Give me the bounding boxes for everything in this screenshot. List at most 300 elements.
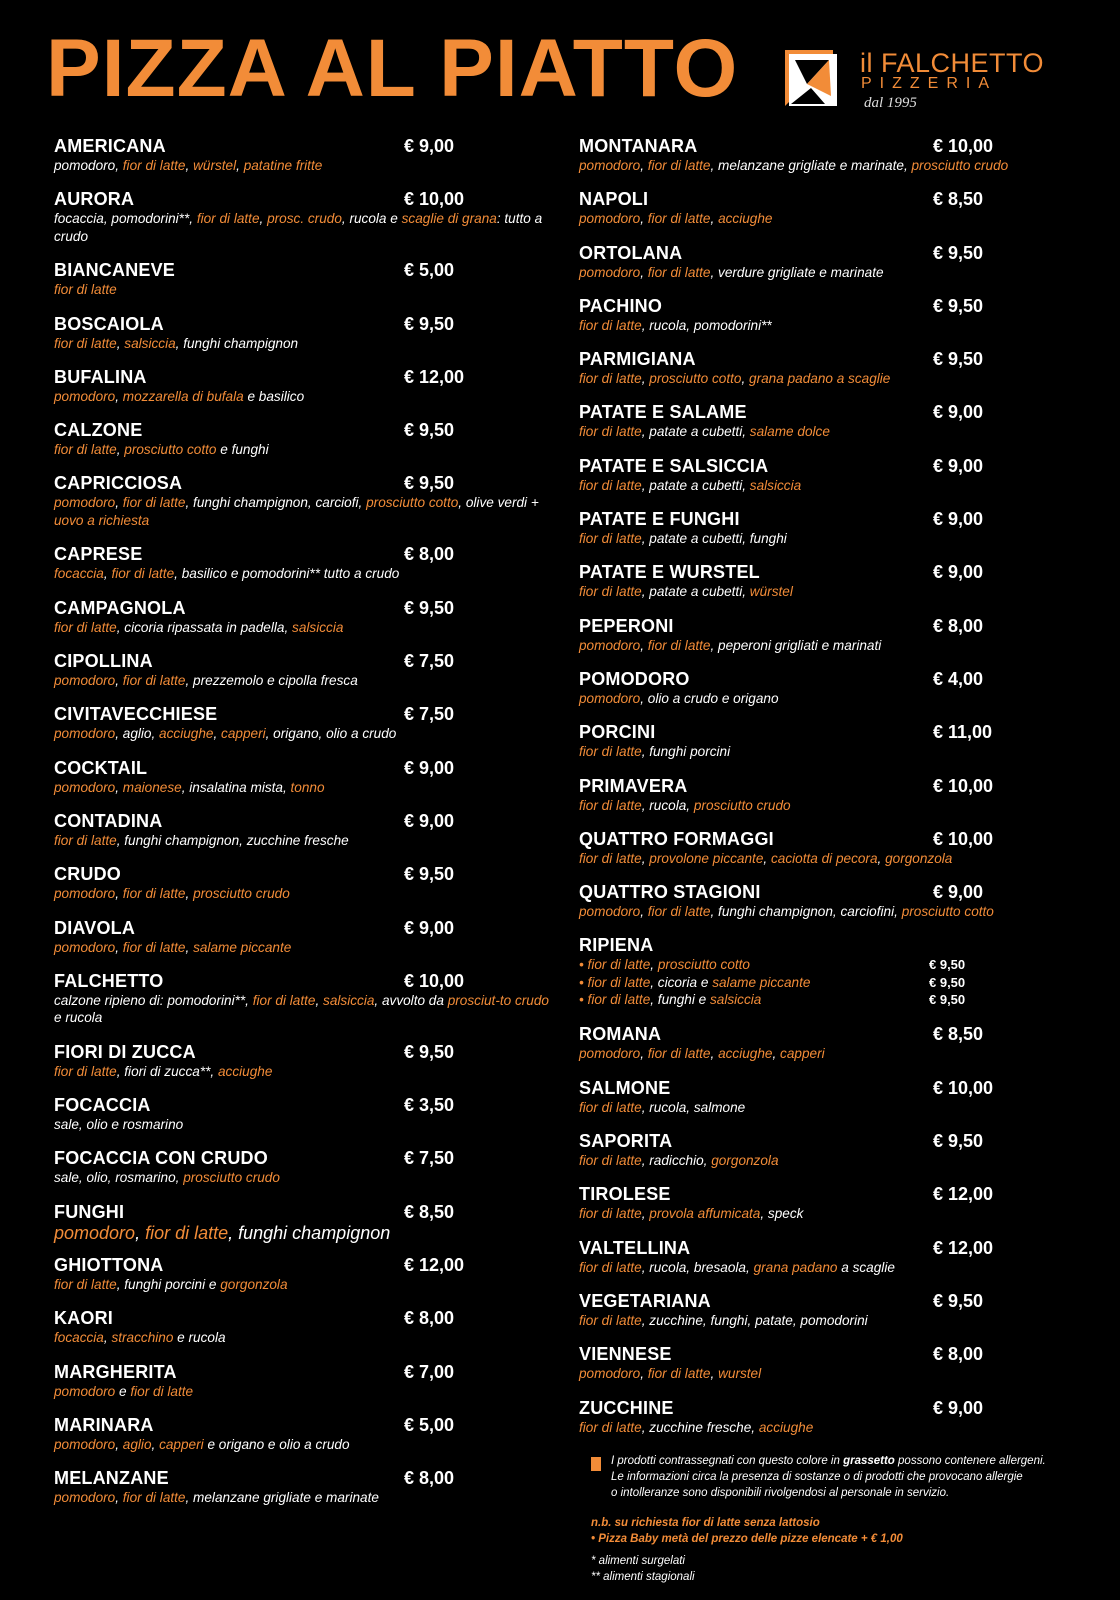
notes: [579, 1453, 1099, 1585]
pizza-ingredients: [579, 1365, 1079, 1383]
ingredient-text: ,: [315, 992, 324, 1008]
menu-item: [54, 1468, 554, 1521]
pizza-name: DIAVOLA: [54, 917, 136, 938]
allergen-ingredient: grana padano a scaglie: [749, 371, 891, 387]
menu-item: [54, 136, 554, 189]
allergen-ingredient: prosciutto crudo: [911, 158, 1009, 173]
pizza-name: MARGHERITA: [54, 1361, 177, 1382]
pizza-name: ZUCCHINE: [579, 1397, 674, 1418]
allergen-ingredient: fior di latte: [647, 264, 711, 280]
menu-item: [579, 1131, 1079, 1184]
menu-item: [579, 829, 1079, 882]
ingredient-text: ,: [710, 1046, 719, 1062]
allergen-ingredient: fior di latte: [647, 637, 711, 653]
allergen-ingredient: focaccia: [54, 1330, 104, 1346]
pizza-ingredients: [54, 939, 554, 957]
ingredient-text: ,: [115, 495, 123, 511]
ingredient-text: , rucola, bresaola,: [641, 1259, 754, 1275]
menu-item: [579, 935, 1079, 1024]
pizza-name: SALMONE: [579, 1077, 671, 1098]
menu-item: [579, 882, 1079, 935]
menu-item: [579, 669, 1079, 722]
pizza-price: € 9,00: [404, 917, 455, 938]
allergen-ingredient: pomodoro: [579, 690, 641, 706]
pizza-ingredients: [54, 1329, 554, 1347]
ingredient-text: , cicoria e: [650, 974, 713, 990]
allergen-ingredient: pomodoro: [579, 904, 641, 920]
pizza-ingredients: [579, 423, 1079, 441]
allergen-ingredient: fior di latte: [579, 797, 642, 813]
pizza-ingredients: [54, 1489, 554, 1507]
ingredient-text: ,: [641, 1206, 650, 1222]
pizza-price: € 8,00: [404, 1468, 455, 1489]
pizza-name: PATATE E SALSICCIA: [579, 455, 769, 476]
ingredient-text: e origano e olio a crudo: [203, 1436, 350, 1452]
ingredient-text: ,: [115, 886, 123, 902]
ingredient-text: , peperoni grigliati e marinati: [710, 637, 882, 653]
menu-item: [579, 1024, 1079, 1077]
allergen-ingredient: pomodoro: [54, 1436, 116, 1452]
pizza-name: BUFALINA: [54, 366, 147, 387]
pizza-ingredients: [54, 335, 554, 353]
ingredient-text: , origano, olio a crudo: [265, 726, 397, 742]
ingredient-text: , fiori di zucca**,: [116, 1063, 218, 1079]
allergen-ingredient: stracchino: [111, 1330, 174, 1346]
pizza-name: FIORI DI ZUCCA: [54, 1041, 196, 1062]
allergen-ingredient: prosciutto cotto: [124, 442, 217, 458]
allergen-ingredient: prosciutto crudo: [193, 886, 290, 902]
ingredient-text: , prezzemolo e cipolla fresca: [185, 673, 358, 689]
allergen-ingredient: fior di latte: [647, 904, 711, 920]
allergen-ingredient: gorgonzola: [220, 1277, 288, 1293]
allergen-ingredient: acciughe: [718, 1046, 773, 1062]
ingredient-text: , patate a cubetti,: [641, 584, 750, 600]
allergen-ingredient: mozzarella di bufala: [122, 388, 244, 404]
legend-frozen: * alimenti surgelati: [591, 1555, 685, 1567]
pizza-name: BOSCAIOLA: [54, 313, 164, 334]
ingredient-text: , funghi champignon, zucchine fresche: [116, 832, 349, 848]
pizza-price: € 9,50: [933, 349, 984, 370]
pizza-price: € 9,50: [933, 242, 984, 263]
pizza-ingredients: [579, 370, 1079, 388]
allergen-ingredient: pomodoro: [579, 1046, 641, 1062]
allergen-ingredient: fior di latte: [579, 477, 642, 493]
legend: [579, 1553, 1099, 1585]
ingredient-text: , melanzane grigliate e marinate,: [710, 158, 912, 173]
allergen-ingredient: salsiccia: [323, 992, 375, 1008]
menu-item: [54, 918, 554, 971]
ingredient-text: ,: [640, 1046, 648, 1062]
ingredient-text: ,: [710, 1366, 719, 1382]
ingredient-text: , rucola e: [341, 211, 402, 227]
pizza-price: € 9,50: [404, 597, 455, 618]
ingredient-text: , olive verdi +: [458, 495, 539, 511]
pizza-ingredients: [579, 477, 1079, 495]
pizza-ingredients: [54, 1063, 554, 1081]
allergen-ingredient: prosciutto cotto: [366, 495, 459, 511]
pizza-ingredients: [54, 1276, 554, 1294]
pizza-name: AMERICANA: [54, 136, 166, 156]
pizza-price: € 10,00: [933, 1077, 994, 1098]
ingredient-text: ,: [877, 850, 886, 866]
pizza-name: CIPOLLINA: [54, 651, 153, 672]
ingredient-text: , patate a cubetti,: [641, 424, 750, 440]
allergen-ingredient: provolone piccante: [649, 850, 764, 866]
allergen-ingredient: pomodoro: [54, 1490, 116, 1506]
ingredient-text: , zucchine, funghi, patate, pomodorini: [641, 1312, 868, 1328]
pizza-ingredients: [54, 565, 554, 583]
allergen-ingredient: fior di latte: [54, 282, 117, 298]
allergen-ingredient: pomodoro: [579, 211, 641, 227]
ingredient-text: , olio a crudo e origano: [640, 690, 779, 706]
ingredient-text: , aglio,: [115, 726, 160, 742]
ingredient-text: e rucola: [54, 1010, 103, 1026]
ingredient-text: : tutto a crudo: [54, 211, 543, 244]
pizza-ingredients: [579, 1419, 1079, 1437]
allergen-ingredient: pomodoro: [54, 726, 116, 742]
ingredient-text: ,: [135, 1222, 146, 1243]
variant-price: € 9,50: [929, 992, 966, 1008]
ingredient-text: ,: [116, 335, 125, 351]
pizza-name: KAORI: [54, 1308, 113, 1329]
allergen-ingredient: pomodoro: [54, 388, 116, 404]
pizza-ingredients: [54, 885, 554, 903]
menu-item: [579, 1184, 1079, 1237]
menu-item: [579, 136, 1079, 189]
menu-item: [579, 349, 1079, 402]
allergen-ingredient: scaglie di grana: [401, 211, 497, 227]
allergen-ingredient: fior di latte: [579, 850, 642, 866]
menu-item: [579, 562, 1079, 615]
menu-item: [579, 1344, 1079, 1397]
allergen-ingredient: prosciutto cotto: [649, 371, 742, 387]
pizza-price: € 8,00: [404, 1308, 455, 1329]
pizza-price: € 10,00: [933, 775, 994, 796]
ingredient-text: , funghi champignon, carciofini,: [710, 904, 902, 920]
allergen-ingredient: maionese: [122, 779, 182, 795]
pizza-ingredients: [54, 992, 554, 1027]
ingredient-text: , verdure grigliate e marinate: [710, 264, 884, 280]
pizza-variant: [579, 956, 1079, 974]
allergen-ingredient: fior di latte: [54, 619, 117, 635]
pizza-name: CAPRICCIOSA: [54, 473, 183, 494]
menu-item: [54, 1308, 554, 1361]
ingredient-text: sale, olio e rosmarino: [54, 1117, 184, 1133]
allergen-ingredient: pomodoro: [54, 1383, 116, 1399]
pizza-ingredients: [579, 743, 1079, 761]
menu-item: [579, 402, 1079, 455]
pizza-name: NAPOLI: [579, 189, 649, 210]
ingredient-text: ,: [115, 388, 123, 404]
pizza-name: FUNGHI: [54, 1201, 125, 1222]
ingredient-text: , insalatina mista,: [181, 779, 291, 795]
allergen-ingredient: salsiccia: [709, 992, 762, 1008]
ingredient-text: ,: [641, 850, 650, 866]
pizza-price: € 11,00: [933, 722, 993, 743]
menu-item: [54, 260, 554, 313]
pizza-ingredients: [54, 1436, 554, 1454]
menu-item: [579, 509, 1079, 562]
allergen-ingredient: acciughe: [159, 726, 214, 742]
allergen-ingredient: fior di latte: [54, 442, 117, 458]
pizza-price: € 9,00: [933, 1397, 984, 1418]
pizza-price: € 9,00: [933, 562, 984, 583]
pizza-ingredients: [579, 530, 1079, 548]
allergen-ingredient: grana padano: [753, 1259, 838, 1275]
menu-item: [54, 971, 554, 1042]
ingredient-text: ,: [115, 158, 123, 173]
allergen-ingredient: pomodoro: [54, 779, 116, 795]
menu-item: [54, 1415, 554, 1468]
pizza-ingredients: [579, 264, 1079, 282]
menu-item: [54, 189, 554, 260]
allergen-color-swatch: [591, 1457, 601, 1471]
allergen-ingredient: prosciutto cotto: [657, 957, 750, 973]
pizza-ingredients: [54, 1383, 554, 1401]
menu-item: [54, 704, 554, 757]
pizza-ingredients: [579, 637, 1079, 655]
ingredient-text: ,: [103, 1330, 112, 1346]
pizza-ingredients: [54, 210, 554, 245]
pizza-name: ROMANA: [579, 1024, 662, 1045]
allergen-ingredient: pomodoro: [579, 637, 641, 653]
pizza-price: € 8,50: [404, 1201, 455, 1222]
pizza-price: € 9,00: [404, 136, 455, 156]
pizza-ingredients: [54, 672, 554, 690]
ingredient-text: ,: [115, 1490, 123, 1506]
pizza-ingredients: [54, 1169, 554, 1187]
allergen-ingredient: fior di latte: [122, 939, 186, 955]
pizza-price: € 5,00: [404, 260, 455, 281]
ingredient-text: ,: [640, 158, 648, 173]
pizza-price: € 9,50: [404, 1041, 455, 1062]
ingredient-text: , funghi porcini: [641, 744, 731, 760]
allergen-ingredient: pomodoro: [54, 495, 116, 511]
variant-ingredients: [579, 992, 761, 1007]
ingredient-text: ,: [763, 850, 771, 866]
ingredient-text: focaccia, pomodorini**,: [54, 211, 197, 227]
allergen-ingredient: fior di latte: [122, 886, 186, 902]
menu-item: [579, 776, 1079, 829]
pizza-name: CAMPAGNOLA: [54, 597, 186, 618]
allergen-ingredient: würstel: [749, 584, 793, 600]
allergen-ingredient: caciotta di pecora: [770, 850, 878, 866]
menu-item: [54, 598, 554, 651]
allergen-ingredient: fior di latte: [122, 673, 186, 689]
ingredient-text: , basilico e pomodorini** tutto a crudo: [174, 566, 400, 582]
allergen-ingredient: provola affumicata: [649, 1206, 761, 1222]
pizza-name: CAPRESE: [54, 544, 143, 565]
pizza-name: PEPERONI: [579, 615, 674, 636]
allergen-ingredient: pomodoro: [54, 673, 116, 689]
allergen-ingredient: fior di latte: [647, 158, 711, 173]
ingredient-text: , avvolto da: [374, 992, 448, 1008]
allergen-ingredient: pomodoro: [579, 1366, 641, 1382]
pizza-price: € 7,50: [404, 651, 455, 672]
pizza-price: € 4,00: [933, 668, 984, 689]
ingredient-text: ,: [641, 371, 650, 387]
logo: [785, 48, 1105, 118]
allergen-ingredient: salsiccia: [124, 335, 176, 351]
allergen-ingredient: pomodoro: [579, 158, 641, 173]
pizza-ingredients: [579, 1045, 1079, 1063]
pizza-name: ORTOLANA: [579, 242, 683, 263]
pizza-name: PARMIGIANA: [579, 349, 696, 370]
pizza-ingredients: [579, 850, 1079, 868]
allergen-ingredient: pomodoro: [54, 939, 116, 955]
allergen-bold: grassetto: [843, 1455, 895, 1467]
pizza-price: € 7,00: [404, 1361, 455, 1382]
logo-subtitle: PIZZERIA: [861, 75, 998, 92]
allergen-ingredient: fior di latte: [579, 1206, 642, 1222]
ingredient-text: pomodoro: [54, 158, 116, 173]
ingredient-text: ,: [259, 211, 268, 227]
pizza-name: VEGETARIANA: [579, 1290, 711, 1311]
menu-column-right: [579, 136, 1079, 1451]
pizza-name: MARINARA: [54, 1414, 154, 1435]
pizza-price: € 9,50: [404, 473, 455, 494]
pizza-price: € 9,00: [933, 509, 984, 530]
pizza-price: € 9,50: [404, 420, 455, 441]
allergen-note: [579, 1453, 1099, 1469]
pizza-name: QUATTRO STAGIONI: [579, 882, 761, 903]
ingredient-text: e: [115, 1383, 131, 1399]
pizza-ingredients: [579, 797, 1079, 815]
page-title: PIZZA AL PIATTO: [46, 23, 739, 114]
pizza-ingredients: [54, 1223, 554, 1243]
allergen-ingredient: salame dolce: [749, 424, 830, 440]
pizza-name: MELANZANE: [54, 1468, 169, 1489]
allergen-ingredient: würstel: [193, 158, 237, 173]
pizza-price: € 12,00: [404, 1255, 465, 1276]
ingredient-text: ,: [710, 211, 719, 227]
pizza-name: PRIMAVERA: [579, 775, 688, 796]
ingredient-text: , zucchine fresche,: [641, 1419, 759, 1435]
allergen-ingredient: uovo a richiesta: [54, 512, 150, 528]
allergen-info-line: Le informazioni circa la presenza di sostanze o di prodotti che provocano allergie: [611, 1471, 1023, 1483]
ingredient-text: ,: [185, 158, 194, 173]
pizza-name: CIVITAVECCHIESE: [54, 704, 218, 725]
menu-item: [54, 758, 554, 811]
allergen-ingredient: fior di latte: [54, 1063, 117, 1079]
allergen-ingredient: prosciut-to crudo: [447, 992, 549, 1008]
ingredient-text: , patate a cubetti, funghi: [641, 531, 787, 547]
pizza-price: € 8,00: [404, 544, 455, 565]
menu-item: [54, 811, 554, 864]
allergen-ingredient: salame piccante: [712, 974, 811, 990]
menu-item: [579, 1078, 1079, 1131]
pizza-price: € 10,00: [404, 189, 465, 210]
menu-item: [54, 1362, 554, 1415]
pizza-ingredients: [54, 619, 554, 637]
pizza-ingredients: [579, 1205, 1079, 1223]
menu-item: [54, 544, 554, 597]
allergen-info-line: o intolleranze sono disponibili rivolgendosi al personale in servizio.: [611, 1487, 950, 1499]
pizza-name: SAPORITA: [579, 1131, 673, 1152]
ingredient-text: ,: [640, 264, 648, 280]
allergen-ingredient: fior di latte: [579, 584, 642, 600]
pizza-name: PATATE E SALAME: [579, 402, 747, 423]
ingredient-text: , funghi champignon, carciofi,: [185, 495, 367, 511]
allergen-ingredient: prosciutto crudo: [693, 797, 791, 813]
allergen-ingredient: fior di latte: [647, 1366, 711, 1382]
pizza-ingredients: [579, 690, 1079, 708]
ingredient-text: ,: [103, 566, 112, 582]
menu-item: [54, 473, 554, 544]
variant-price: € 9,50: [929, 974, 966, 990]
pizza-name: FALCHETTO: [54, 970, 164, 991]
pizza-name: CALZONE: [54, 420, 143, 441]
pizza-ingredients: [54, 281, 554, 299]
ingredient-text: calzone ripieno di: pomodorini**,: [54, 992, 253, 1008]
ingredient-text: , speck: [760, 1206, 804, 1222]
ingredient-text: e funghi: [216, 442, 269, 458]
allergen-ingredient: fior di latte: [122, 158, 186, 173]
pizza-name: CONTADINA: [54, 810, 163, 831]
pizza-price: € 9,00: [404, 810, 455, 831]
pizza-price: € 9,00: [933, 455, 984, 476]
pizza-name: FOCACCIA: [54, 1095, 151, 1116]
pizza-name: PATATE E FUNGHI: [579, 509, 740, 530]
pizza-ingredients: [54, 157, 554, 175]
allergen-ingredient: fior di latte: [647, 211, 711, 227]
allergen-text: I prodotti contrassegnati con questo colore in: [611, 1455, 844, 1467]
ingredient-text: ,: [185, 939, 194, 955]
pizza-name: VALTELLINA: [579, 1237, 691, 1258]
menu-item: [579, 189, 1079, 242]
pizza-ingredients: [579, 1099, 1079, 1117]
pizza-name: PATATE E WURSTEL: [579, 562, 760, 583]
allergen-ingredient: fior di latte: [579, 1099, 642, 1115]
pizza-name: AURORA: [54, 189, 135, 210]
allergen-ingredient: prosc. crudo: [267, 211, 342, 227]
ingredient-text: ,: [115, 673, 123, 689]
ingredient-text: ,: [640, 904, 648, 920]
pizza-name: COCKTAIL: [54, 757, 148, 778]
logo-name: il FALCHETTO: [860, 48, 1045, 78]
ingredient-text: e rucola: [173, 1330, 226, 1346]
menu-item: [579, 722, 1079, 775]
allergen-ingredient: acciughe: [718, 211, 773, 227]
pizza-variant: [579, 991, 1079, 1009]
pizza-price: € 8,00: [933, 1344, 984, 1365]
ingredient-text: , funghi e: [650, 992, 710, 1008]
allergen-ingredient: salame piccante: [193, 939, 292, 955]
allergen-ingredient: • fior di latte: [579, 957, 651, 973]
pizza-ingredients: [54, 494, 554, 529]
variant-price: € 9,50: [929, 957, 966, 973]
menu-item: [54, 367, 554, 420]
allergen-ingredient: patatine fritte: [243, 158, 323, 173]
ingredient-text: ,: [640, 1366, 648, 1382]
pizza-ingredients: [579, 583, 1079, 601]
pizza-ingredients: [54, 441, 554, 459]
menu-item: [579, 616, 1079, 669]
allergen-ingredient: • fior di latte: [579, 992, 651, 1008]
ingredient-text: ,: [772, 1046, 781, 1062]
pizza-ingredients: [579, 903, 1079, 921]
ingredient-text: , cicoria ripassata in padella,: [116, 619, 293, 635]
allergen-ingredient: fior di latte: [145, 1222, 229, 1243]
pizza-price: € 9,50: [933, 1131, 984, 1152]
allergen-ingredient: acciughe: [758, 1419, 814, 1435]
pizza-name: RIPIENA: [579, 935, 654, 956]
menu-item: [54, 1202, 554, 1255]
pizza-price: € 12,00: [404, 366, 465, 387]
pizza-ingredients: [579, 1312, 1079, 1330]
allergen-ingredient: aglio: [122, 1436, 152, 1452]
pizza-name: CRUDO: [54, 864, 121, 885]
